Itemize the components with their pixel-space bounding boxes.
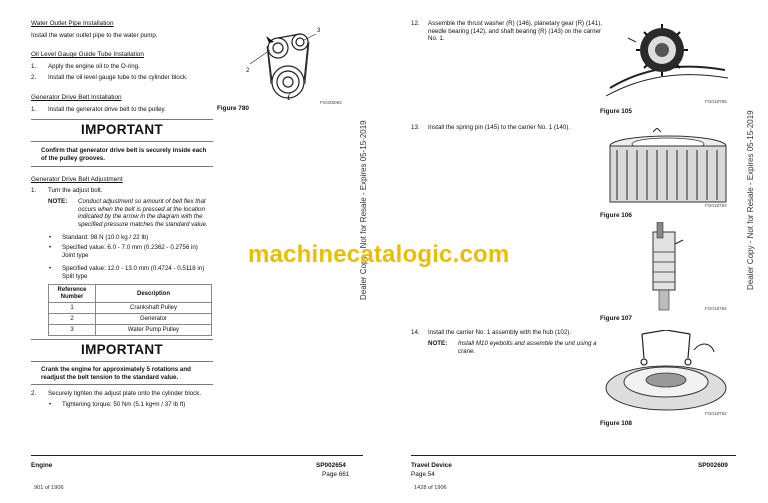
step-text: Install the carrier No. 1 assembly with the hub (102).: [428, 329, 572, 336]
step-number: 2.: [31, 390, 37, 397]
step-number: 12.: [411, 20, 420, 27]
footer-rule: [411, 455, 736, 456]
figure-code: FG018764: [705, 306, 727, 311]
side-notice: Dealer Copy - Not for Resale - Expires 05-15-2019: [359, 120, 368, 300]
step-text: Install the spring pin (145) to the carrier No. 1 (140).: [428, 124, 571, 131]
table-cell-ref: 2: [49, 314, 96, 325]
figure-108-image: [602, 330, 730, 416]
bullet: •: [49, 234, 52, 241]
side-notice: Dealer Copy - Not for Resale - Expires 05-15-2019: [746, 110, 755, 290]
figure-label: Figure 108: [600, 420, 632, 427]
table-header-reference: Reference Number: [49, 285, 96, 303]
table-cell-desc: Crankshaft Pulley: [96, 303, 212, 314]
table-row: [49, 325, 212, 336]
important-text: Confirm that generator drive belt is securely inside each of the pulley grooves.: [41, 147, 207, 162]
figure-107-image: [645, 222, 685, 312]
figure-label: Figure 107: [600, 315, 632, 322]
step-text: Assemble the thrust washer (R) (146), planetary gear (R) (141), needle bearing (142), and shaft bearing (R) (143) on the carrier No. 1.: [428, 20, 603, 43]
step-number: 1.: [31, 63, 37, 70]
step-number: 13.: [411, 124, 420, 131]
divider: [31, 166, 213, 167]
section-heading-generator-belt: Generator Drive Belt Installation: [31, 94, 122, 101]
footer-section: Travel Device: [411, 462, 452, 469]
step-text: Apply the engine oil to the O-ring.: [48, 63, 140, 70]
footer-rule: [31, 455, 363, 456]
bullet-text: Tightening torque: 50 Nm (5.1 kg•m / 37 lb ft): [62, 401, 186, 408]
footer-section: Engine: [31, 462, 53, 469]
bullet-subtext: Split type: [62, 273, 88, 280]
footer-page: Page 54: [411, 471, 435, 478]
table-cell-ref: 3: [49, 325, 96, 336]
step-text: Turn the adjust bolt.: [48, 187, 103, 194]
bullet-subtext: Joint type: [62, 252, 89, 259]
body-text: Install the water outlet pipe to the water pump.: [31, 32, 158, 39]
footer-code: SP002654: [316, 462, 346, 469]
step-text: Install the generator drive belt to the pulley.: [48, 106, 166, 113]
figure-label: Figure 106: [600, 212, 632, 219]
figure-label: Figure 105: [600, 108, 632, 115]
section-heading-oil-gauge: Oil Level Gauge Guide Tube Installation: [31, 51, 144, 58]
figure-code: FG018762: [705, 411, 727, 416]
table-cell-ref: 1: [49, 303, 96, 314]
step-number: 1.: [31, 187, 37, 194]
divider: [31, 339, 213, 340]
figure-106-image: [607, 128, 729, 208]
step-text: Securely tighten the adjust plate onto the cylinder block.: [48, 390, 202, 397]
bullet-text: Standard: 98 N (10.0 kg / 22 lb): [62, 234, 149, 241]
bullet-text: Specified value: 6.0 - 7.0 mm (0.2362 - 0.2756 in): [62, 244, 198, 251]
divider: [31, 119, 213, 120]
note-label: NOTE:: [428, 340, 448, 347]
bullet: •: [49, 265, 52, 272]
callout-number: 2: [246, 68, 250, 74]
footer-page: Page 661: [322, 471, 350, 478]
divider: [31, 384, 213, 385]
table-row: [49, 314, 212, 325]
important-text: Crank the engine for approximately 5 rotations and readjust the belt tension to the standard value.: [41, 366, 191, 381]
note-label: NOTE:: [48, 198, 68, 205]
table-cell-desc: Generator: [96, 314, 212, 325]
note-text: Conduct adjustment so amount of belt flex that occurs when the belt is pressed at the location indicated by the arrow in the diagram with the specified pressure matches the standard value.: [78, 198, 208, 228]
table-row: [49, 303, 212, 314]
figure-code: FG018765: [705, 99, 727, 104]
divider: [31, 141, 213, 142]
figure-code: FG025083: [320, 100, 342, 105]
section-heading-belt-adjustment: Generator Drive Belt Adjustment: [31, 176, 123, 183]
step-number: 1.: [31, 106, 37, 113]
divider: [31, 361, 213, 362]
bullet: •: [49, 244, 52, 251]
reference-table: [48, 284, 212, 336]
section-heading-water-outlet: Water Outlet Pipe Installation: [31, 20, 114, 27]
important-heading: IMPORTANT: [81, 342, 163, 357]
callout-number: 1: [287, 96, 291, 102]
bullet-text: Specified value: 12.0 - 13.0 mm (0.4724 - 0.5118 in): [62, 265, 205, 272]
page-count: 1428 of 1906: [414, 485, 447, 491]
figure-code: FG018763: [705, 203, 727, 208]
step-number: 14.: [411, 329, 420, 336]
step-text: Install the oil level gauge tube to the cylinder block.: [48, 74, 188, 81]
figure-label: Figure 780: [217, 105, 249, 112]
table-cell-desc: Water Pump Pulley: [96, 325, 212, 336]
important-heading: IMPORTANT: [81, 122, 163, 137]
callout-number: 3: [317, 28, 321, 34]
page-count: 901 of 1906: [34, 485, 64, 491]
figure-105-image: [600, 18, 730, 104]
step-number: 2.: [31, 74, 37, 81]
note-text: Install M10 eyebolts and assemble the unit using a crane.: [458, 340, 597, 355]
watermark: machinecatalogic.com: [248, 241, 510, 268]
table-header-description: Description: [96, 285, 212, 303]
footer-code: SP002609: [698, 462, 728, 469]
bullet: •: [49, 401, 52, 408]
